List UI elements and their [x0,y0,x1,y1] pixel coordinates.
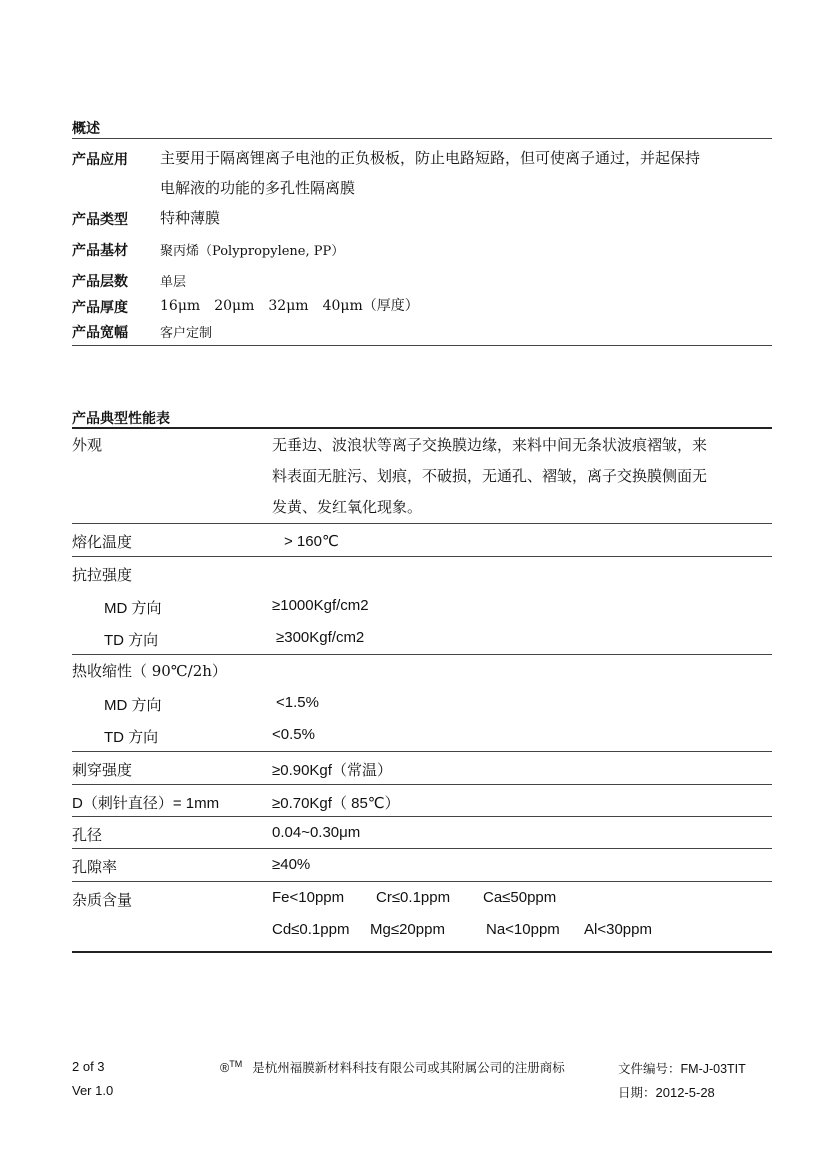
appearance-line2: 料表面无脏污、划痕，不破损，无通孔、褶皱，离子交换膜侧面无 [272,467,708,485]
appearance-line3: 发黄、发红氧化现象。 [272,498,423,516]
label-substrate: 产品基材 [72,243,128,259]
table-row-rule [72,848,772,849]
value-layers: 单层 [160,275,187,290]
melting-label: 熔化温度 [72,533,133,551]
appearance-label: 外观 [72,436,103,454]
overview-bottom-rule [72,345,772,346]
impurity-al: Al<30ppm [584,921,652,938]
porosity-value: ≥40% [272,856,311,873]
appearance-line1: 无垂边、波浪状等离子交换膜边缘，来料中间无条状波痕褶皱，来 [272,436,708,454]
needle-value: ≥0.70Kgf（ 85℃） [272,795,400,812]
value-application-line2: 电解液的功能的多孔性隔离膜 [160,179,356,197]
table-row-rule [72,784,772,785]
tm-mark: TM [229,1058,243,1069]
doc-number-label: 文件编号： [618,1061,681,1076]
shrink-md-label: MD 方向 [104,697,162,714]
tensile-md-label: MD 方向 [104,600,162,617]
label-width: 产品宽幅 [72,325,128,341]
pore-value: 0.04~0.30μm [272,824,361,841]
value-substrate: 聚丙烯（Polypropylene, PP） [160,244,345,259]
impurity-label: 杂质含量 [72,891,133,909]
label-thickness: 产品厚度 [72,300,128,316]
shrink-label: 热收缩性（ 90℃/2h） [72,662,227,680]
doc-date-value: 2012-5-28 [655,1085,715,1100]
trademark-text: 是杭州福膜新材料科技有限公司或其附属公司的注册商标 [252,1060,565,1075]
label-type: 产品类型 [72,212,128,228]
label-layers: 产品层数 [72,274,128,290]
value-width: 客户定制 [160,326,213,341]
table-row-rule [72,751,772,752]
table-row-rule [72,654,772,655]
tensile-label: 抗拉强度 [72,566,133,584]
table-row-rule [72,881,772,882]
table-row-rule [72,523,772,524]
tensile-td-label: TD 方向 [104,632,159,649]
table-bottom-rule [72,951,772,953]
registered-mark: ® [220,1061,230,1075]
porosity-label: 孔隙率 [72,858,118,876]
overview-top-rule [72,138,772,139]
overview-title: 概述 [72,121,100,137]
doc-number [618,1059,746,1077]
value-thickness: 16μm 20μm 32μm 40μm（厚度） [160,298,419,314]
melting-value: > 160℃ [284,533,339,550]
impurity-na: Na<10ppm [486,921,560,938]
doc-number-value: FM-J-03TIT [680,1062,746,1076]
label-application: 产品应用 [72,152,128,168]
doc-date [618,1083,715,1101]
table-top-rule [72,427,772,429]
value-application-line1: 主要用于隔离锂离子电池的正负极板，防止电路短路，但可使离子通过，并起保持 [160,149,701,167]
impurity-fe: Fe<10ppm [272,889,345,906]
table-row-rule [72,556,772,557]
doc-date-label: 日期： [618,1085,656,1100]
tensile-md-value: ≥1000Kgf/cm2 [272,597,369,614]
impurity-mg: Mg≤20ppm [370,921,445,938]
performance-title: 产品典型性能表 [72,411,170,427]
tensile-td-value: ≥300Kgf/cm2 [276,629,365,646]
table-row-rule [72,816,772,817]
impurity-ca: Ca≤50ppm [483,889,557,906]
needle-label: D（刺针直径）= 1mm [72,795,220,812]
value-type: 特种薄膜 [160,209,221,227]
shrink-md-value: <1.5% [276,694,319,711]
impurity-cd: Cd≤0.1ppm [272,921,350,938]
impurity-cr: Cr≤0.1ppm [376,889,451,906]
puncture-value: ≥0.90Kgf（常温） [272,762,392,779]
shrink-td-label: TD 方向 [104,729,159,746]
pore-label: 孔径 [72,826,103,844]
shrink-td-value: <0.5% [272,726,315,743]
page-number: 2 of 3 [72,1059,105,1074]
puncture-label: 刺穿强度 [72,761,133,779]
trademark-notice [220,1058,565,1076]
version: Ver 1.0 [72,1083,114,1098]
